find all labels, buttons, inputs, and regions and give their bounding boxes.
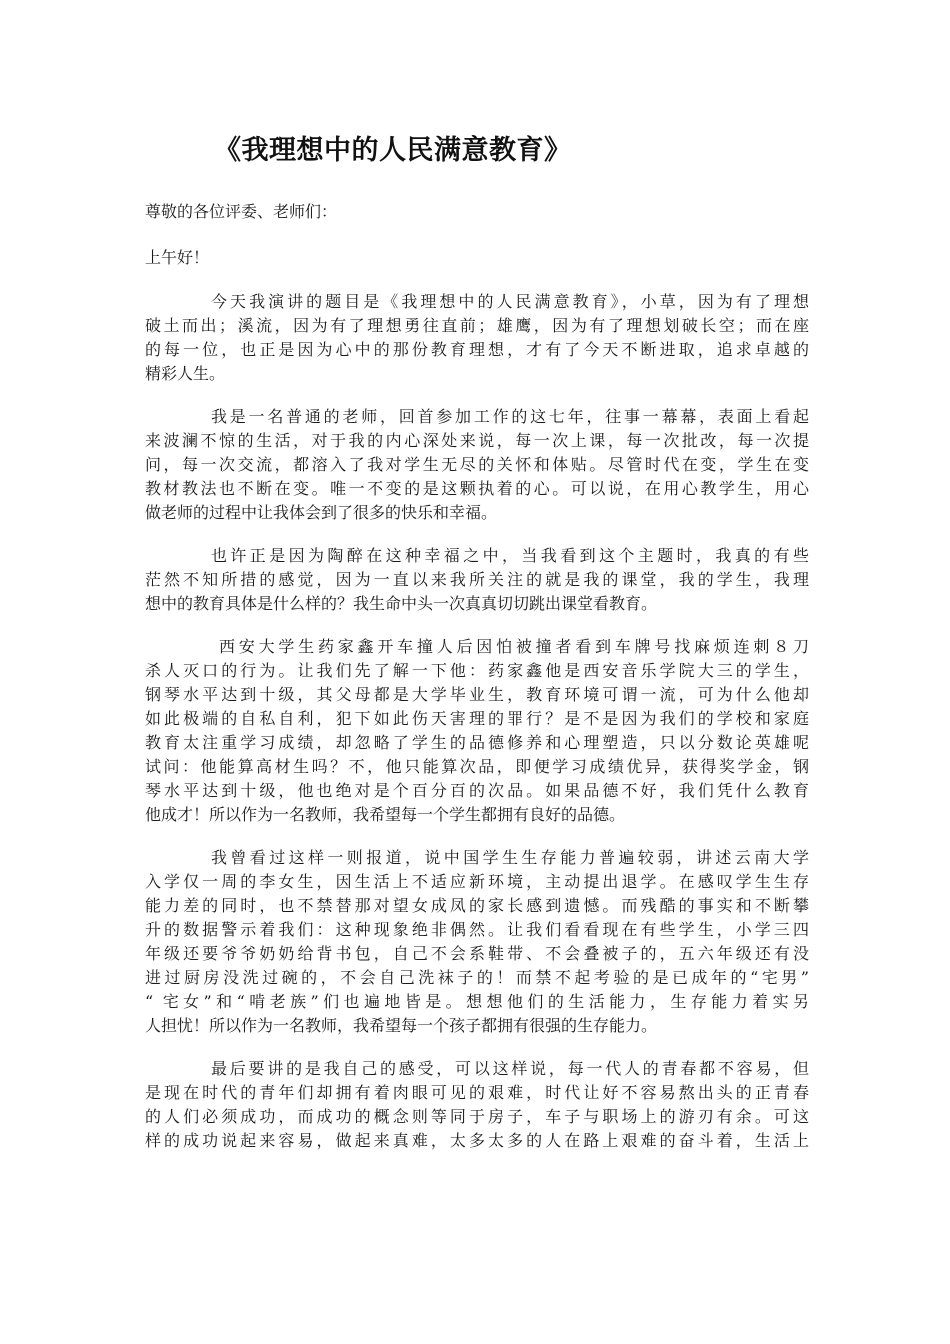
text-line: 钢琴水平达到十级，其父母都是大学毕业生，教育环境可谓一流，可为什么他却 [145,685,809,704]
text-line: 来波澜不惊的生活，对于我的内心深处来说，每一次上课，每一次批改，每一次提 [145,431,809,450]
text-line: 破土而出；溪流，因为有了理想勇往直前；雄鹰，因为有了理想划破长空；而在座 [145,316,809,335]
text-line: 我是一名普通的老师，回首参加工作的这七年，往事一幕幕，表面上看起 [211,407,809,426]
text-line: 问，每一次交流，都溶入了我对学生无尽的关怀和体贴。尽管时代在变，学生在变 [145,455,809,474]
text-line: 样的成功说起来容易，做起来真难，太多太多的人在路上艰难的奋斗着，生活上 [145,1131,809,1150]
salutation: 尊敬的各位评委、老师们： [145,202,338,221]
document-title: 《我理想中的人民满意教育》 [214,135,572,166]
text-line: 入学仅一周的李女生，因生活上不适应新环境，主动提出退学。在感叹学生生存 [145,872,809,891]
text-line: 进过厨房没洗过碗的，不会自己洗袜子的！而禁不起考验的是已成年的“宅男” [145,968,809,987]
text-line: 他成才！所以作为一名教师，我希望每一个学生都拥有良好的品德。 [145,805,626,824]
paragraph [145,635,809,827]
paragraph [145,290,809,386]
text-line: 能力差的同时，也不禁替那对望女成凤的家长感到遗憾。而残酷的事实和不断攀 [145,896,809,915]
text-line: 做老师的过程中让我体会到了很多的快乐和幸福。 [145,503,498,522]
text-line: 年级还要爷爷奶奶给背书包，自己不会系鞋带、不会叠被子的，五六年级还有没 [145,944,809,963]
text-line: 琴水平达到十级，他也绝对是个百分百的次品。如果品德不好，我们凭什么教育 [145,781,809,800]
paragraph [145,1057,809,1153]
text-line: 想中的教育具体是什么样的？我生命中头一次真真切切跳出课堂看教育。 [145,594,658,613]
paragraph [145,405,809,525]
text-line: 西安大学生药家鑫开车撞人后因怕被撞者看到车牌号找麻烦连刺８刀 [219,637,809,656]
text-line: 教育太注重学习成绩，却忽略了学生的品德修养和心理塑造，只以分数论英雄呢 [145,733,809,752]
greeting: 上午好！ [145,248,210,267]
text-line: 的人们必须成功，而成功的概念则等同于房子，车子与职场上的游刃有余。可这 [145,1107,809,1126]
document-body [145,290,809,1172]
text-line: 今天我演讲的题目是《我理想中的人民满意教育》，小草，因为有了理想 [211,292,809,311]
text-line: 的每一位，也正是因为心中的那份教育理想，才有了今天不断进取，追求卓越的 [145,340,809,359]
text-line: 试问：他能算高材生吗？不，他只能算次品，即便学习成绩优异，获得奖学金，钢 [145,757,809,776]
text-line: 我曾看过这样一则报道，说中国学生生存能力普遍较弱，讲述云南大学 [211,848,809,867]
text-line: 升的数据警示着我们：这种现象绝非偶然。让我们看看现在有些学生，小学三四 [145,920,809,939]
text-line: 是现在时代的青年们却拥有着肉眼可见的艰难，时代让好不容易熬出头的正青春 [145,1083,809,1102]
text-line: 教材教法也不断在变。唯一不变的是这颗执着的心。可以说，在用心教学生，用心 [145,479,809,498]
text-line: 精彩人生。 [145,364,226,383]
text-line: 人担忧！所以作为一名教师，我希望每一个孩子都拥有很强的生存能力。 [145,1016,658,1035]
text-line: 如此极端的自私自利，犯下如此伤天害理的罪行？是不是因为我们的学校和家庭 [145,709,809,728]
text-line: 也许正是因为陶醉在这种幸福之中，当我看到这个主题时，我真的有些 [211,546,809,565]
text-line: 杀人灭口的行为。让我们先了解一下他：药家鑫他是西安音乐学院大三的学生， [145,661,809,680]
paragraph [145,544,809,616]
text-line: 最后要讲的是我自己的感受，可以这样说，每一代人的青春都不容易，但 [211,1059,809,1078]
text-line: “ 宅女”和“啃老族”们也遍地皆是。想想他们的生活能力，生存能力着实另 [145,992,809,1011]
paragraph [145,846,809,1038]
text-line: 茫然不知所措的感觉，因为一直以来我所关注的就是我的课堂，我的学生，我理 [145,570,809,589]
